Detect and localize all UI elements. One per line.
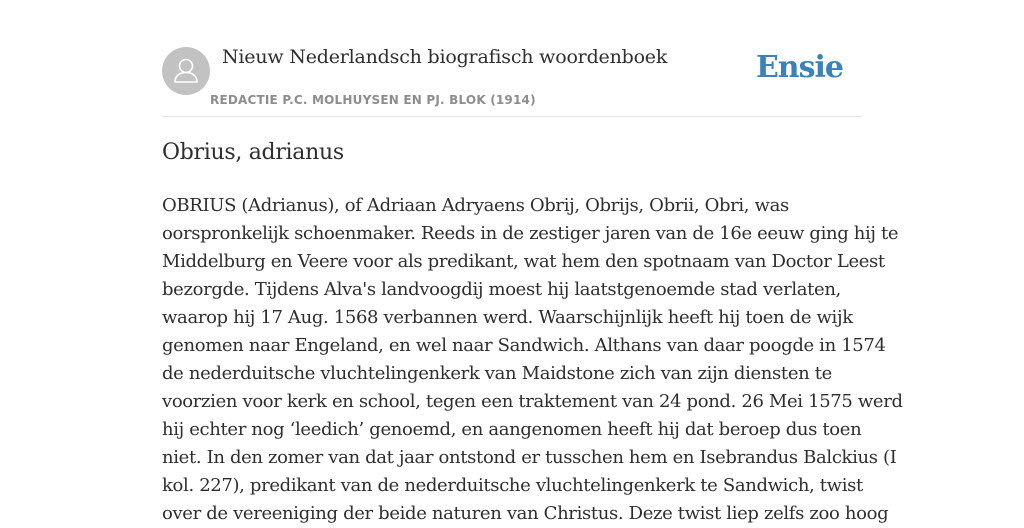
ensie-logo[interactable]: Ensie — [755, 50, 843, 85]
avatar[interactable] — [162, 47, 210, 95]
entry-text-line: niet. In den zomer van dat jaar ontstond er tusschen hem en Isebrandus Balckius (I — [162, 447, 897, 468]
header — [162, 40, 862, 117]
entry-text-line: bezorgde. Tijdens Alva's landvoogdij moest hij laatstgenoemde stad verlaten, — [162, 279, 841, 300]
user-icon — [162, 47, 210, 95]
entry-text-line: hij echter nog ‘leedich’ genoemd, en aangenomen heeft hij dat beroep dus toen — [162, 419, 862, 440]
entry-body — [162, 192, 903, 528]
entry-text-line: OBRIUS (Adrianus), of Adriaan Adryaens Obrij, Obrijs, Obrii, Obri, was — [162, 195, 789, 216]
entry-text-line: over de vereeniging der beide naturen van Christus. Deze twist liep zelfs zoo hoog — [162, 503, 889, 524]
book-title-link[interactable]: Nieuw Nederlandsch biografisch woordenboek — [222, 46, 668, 68]
entry-text-line: waarop hij 17 Aug. 1568 verbannen werd. Waarschijnlijk heeft hij toen de wijk — [162, 307, 853, 328]
page-title: Obrius, adrianus — [162, 140, 344, 165]
editors-label: REDACTIE P.C. MOLHUYSEN EN PJ. BLOK (1914) — [210, 93, 536, 107]
entry-text-line: kol. 227), predikant van de nederduitsche vluchtelingenkerk te Sandwich, twist — [162, 475, 863, 496]
entry-text-line: voorzien voor kerk en school, tegen een traktement van 24 pond. 26 Mei 1575 werd — [162, 391, 903, 412]
entry-text-line: oorspronkelijk schoenmaker. Reeds in de zestiger jaren van de 16e eeuw ging hij te — [162, 223, 899, 244]
entry-text-line: Middelburg en Veere voor als predikant, wat hem den spotnaam van Doctor Leest — [162, 251, 885, 272]
entry-text-line: de nederduitsche vluchtelingenkerk van Maidstone zich van zijn diensten te — [162, 363, 832, 384]
entry-text-line: genomen naar Engeland, en wel naar Sandwich. Althans van daar poogde in 1574 — [162, 335, 886, 356]
